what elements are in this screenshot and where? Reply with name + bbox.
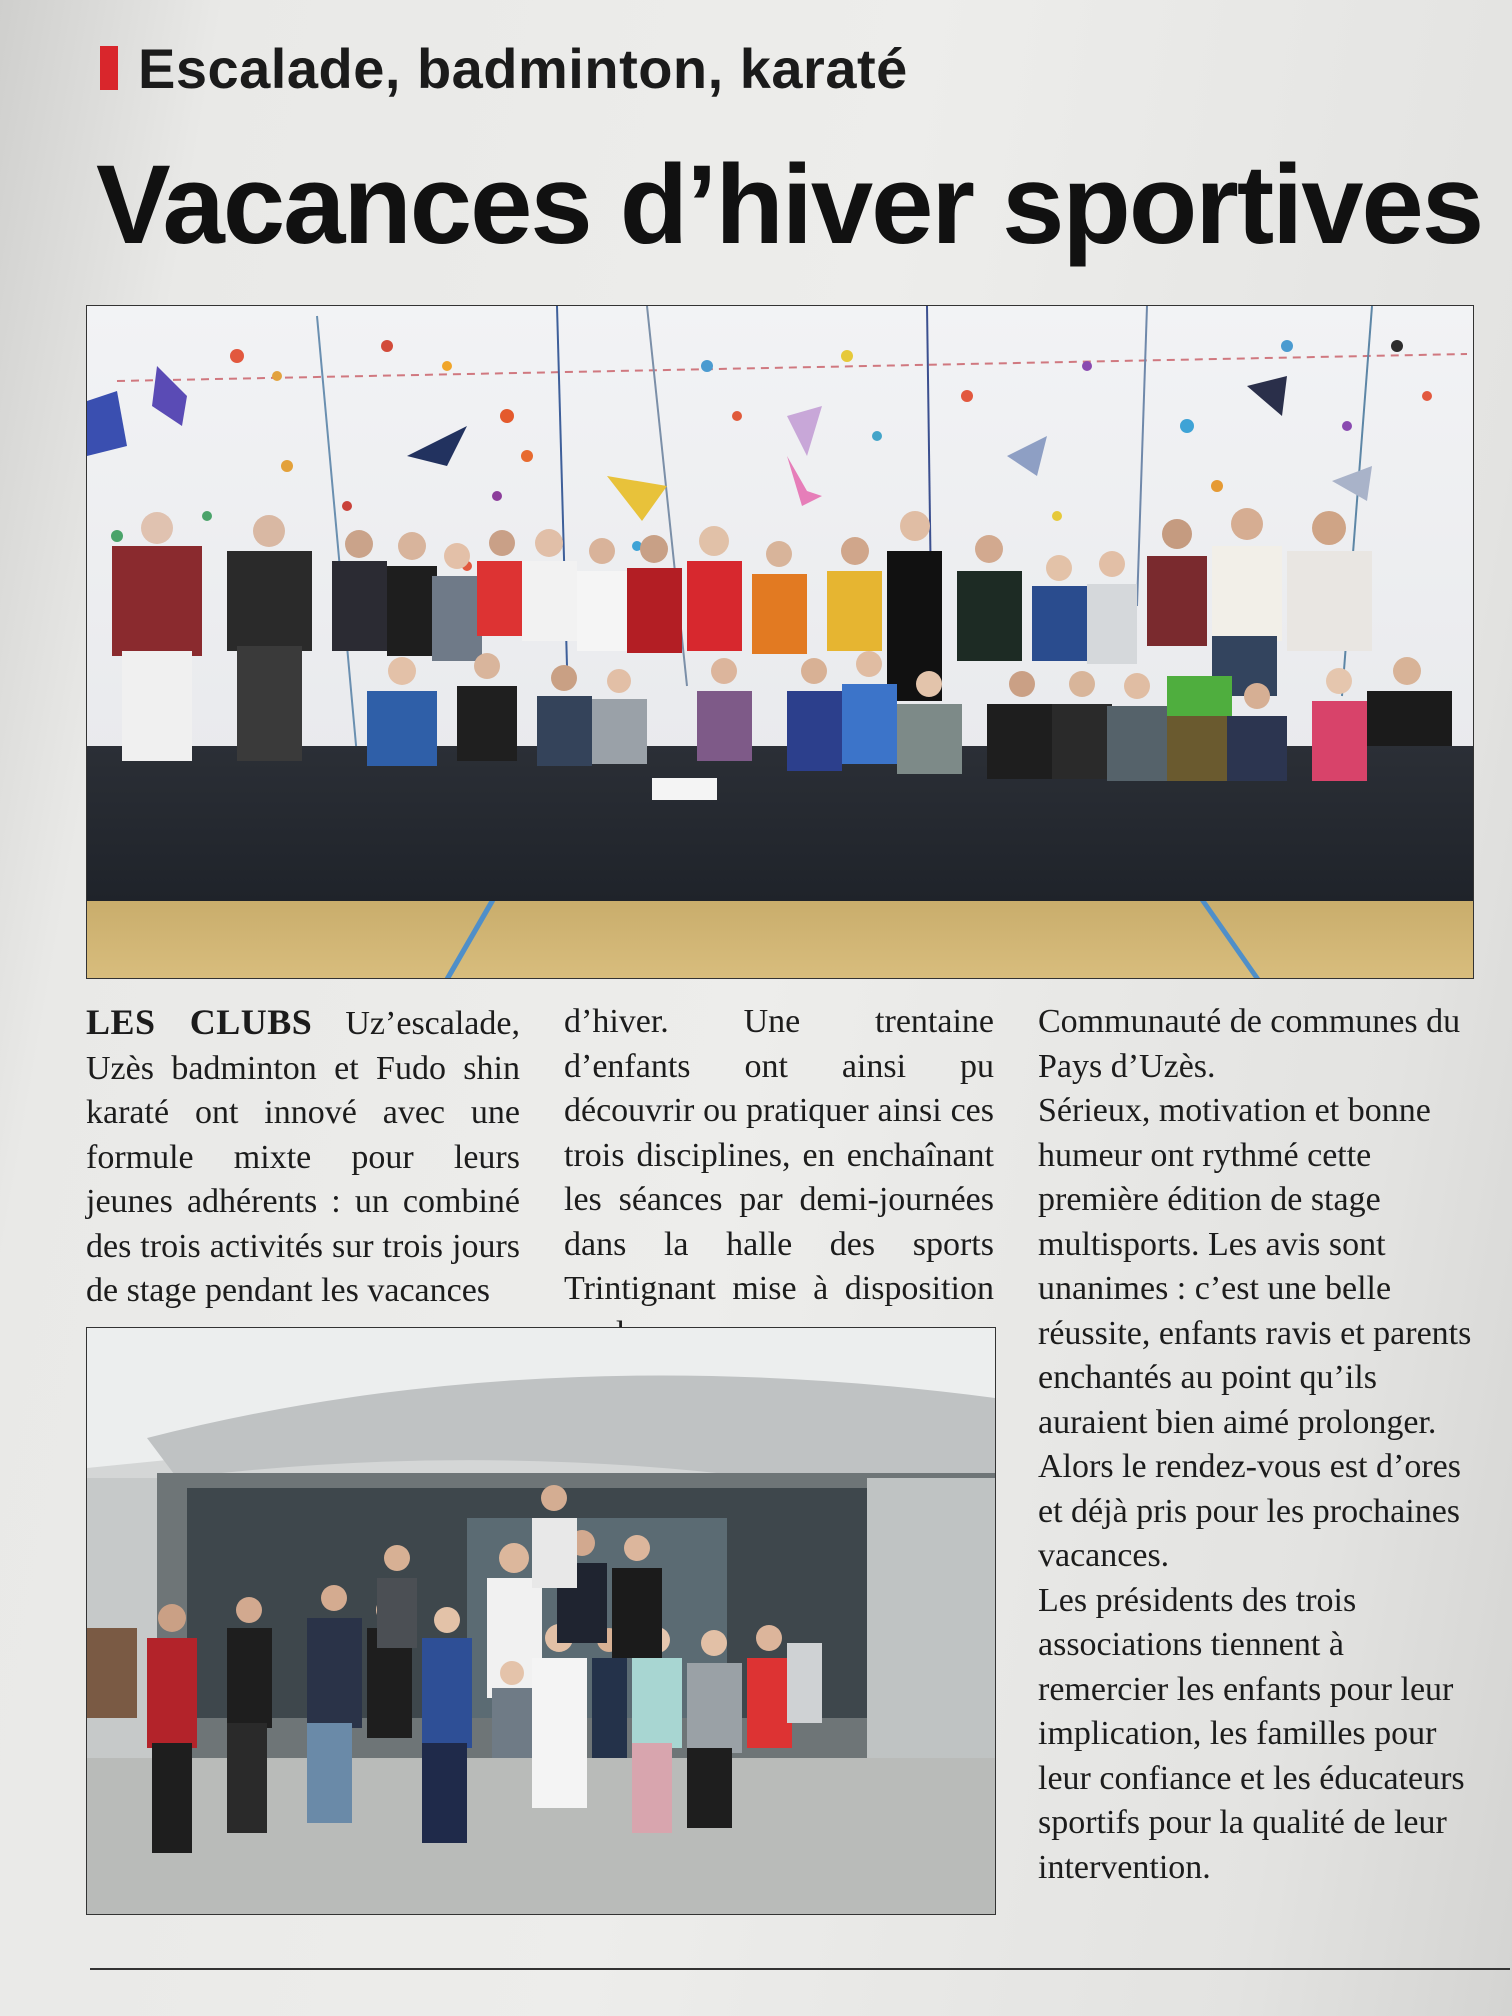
group-of-children (87, 306, 1473, 978)
article-col1-text: Uz’escalade, Uzès badminton et Fudo shin karaté ont innové avec une formule mixte pour leurs jeunes adhérents : un combiné des trois activités sur trois jours de stage pendant les vacances (86, 1005, 520, 1309)
outdoor-group-photo (86, 1327, 996, 1915)
article-col3-p2: Sérieux, motivation et bonne humeur ont rythmé cette première édition de stage multisports. Les avis sont unanimes : c’est une belle réussite, enfants ravis et parents enchantés au point qu’ils auraient bien aimé prolonger. Alors le rendez-vous est d’ores et déjà pris pour les prochaines vacances. (1038, 1092, 1472, 1574)
article-column-2 (564, 1000, 994, 1356)
article-column-1 (86, 1000, 520, 1314)
article-column-3 (1038, 1000, 1478, 1890)
climbing-wall-group-photo (86, 305, 1474, 979)
article-headline: Vacances d’hiver sportives (96, 142, 1483, 267)
outdoor-group-scene (87, 1328, 995, 1914)
article-col2-text: d’hiver. Une trentaine d’enfants ont ainsi pu découvrir ou pratiquer ainsi ces trois disciplines, en enchaînant les séances par demi-journées dans la halle des sports Trintignant mise à disposition (564, 1003, 994, 1307)
article-lead: LES CLUBS (86, 1002, 313, 1042)
kicker-red-bar (100, 46, 118, 90)
section-kicker (100, 28, 908, 108)
article-col3-p3: Les présidents des trois associations tiennent à remercier les enfants pour leur implication, les familles pour leur confiance et les éducateurs sportifs pour la qualité de leur intervention. (1038, 1581, 1465, 1886)
article-col3-p1: Communauté de communes du Pays d’Uzès. (1038, 1003, 1461, 1085)
kicker-text: Escalade, badminton, karaté (138, 36, 908, 100)
bottom-rule (90, 1968, 1510, 1970)
